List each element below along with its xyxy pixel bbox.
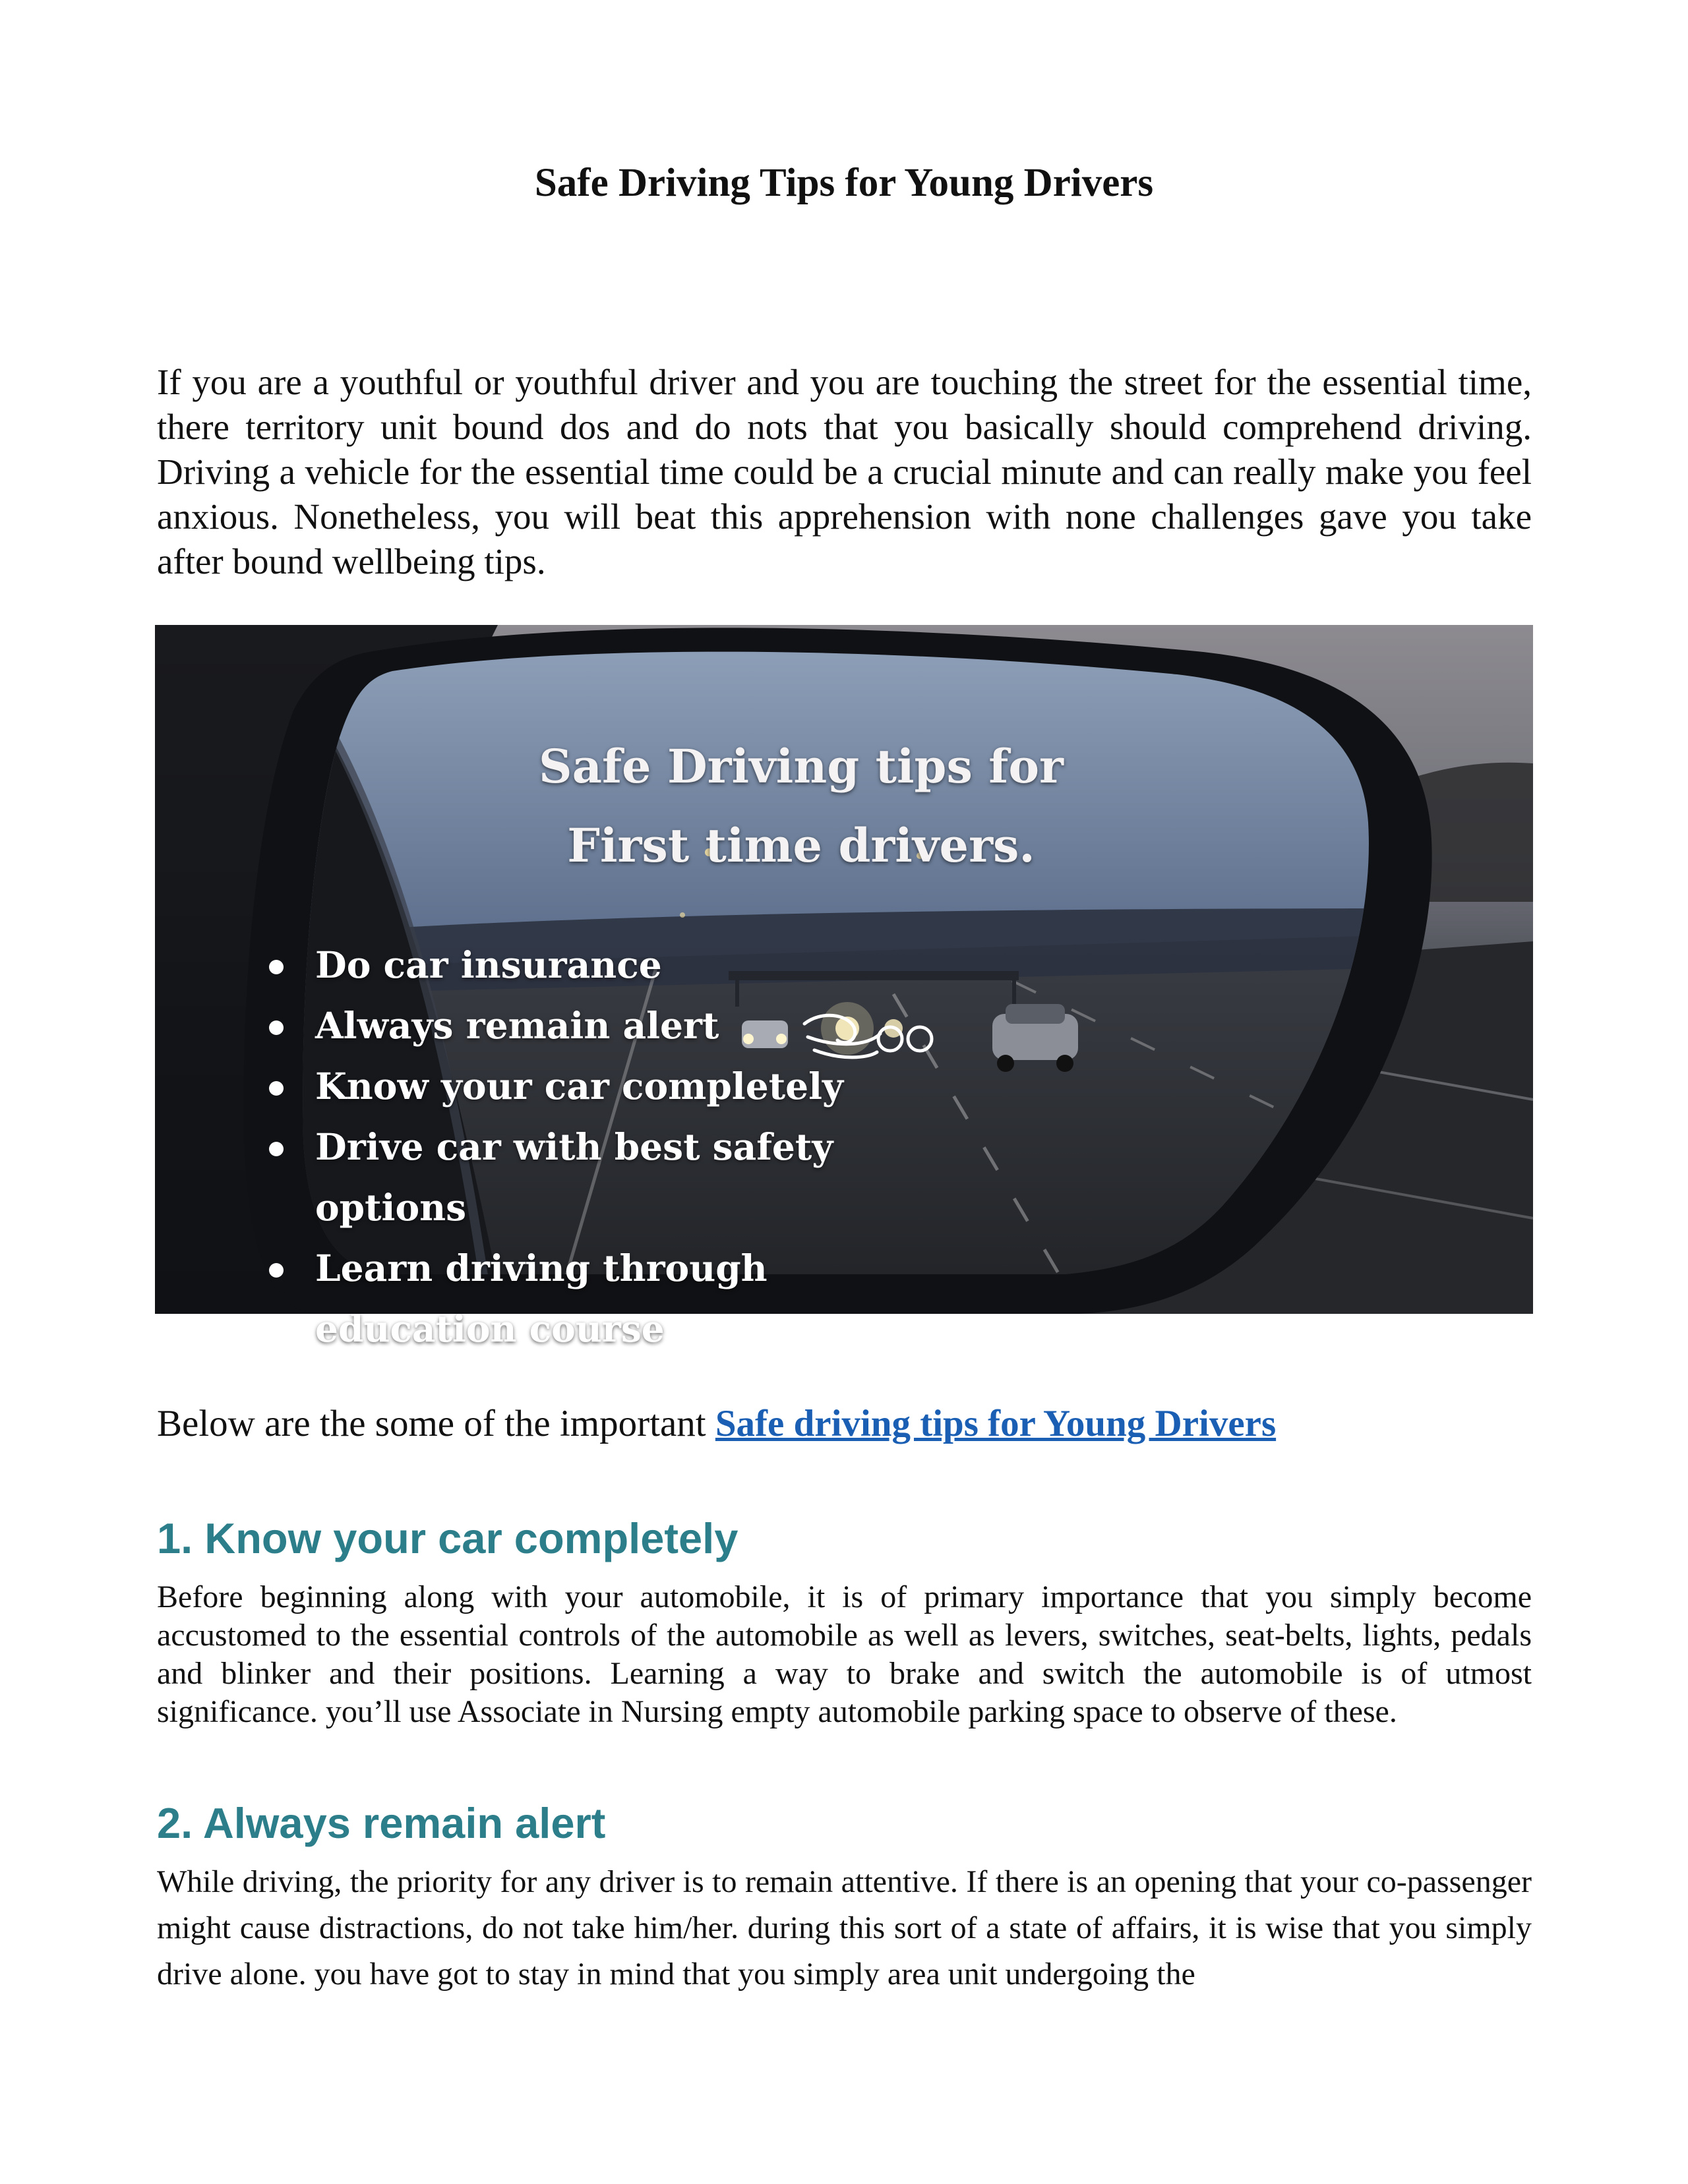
banner-tip-item: Always remain alert [264, 995, 948, 1056]
banner-title: Safe Driving tips for First time drivers. [539, 739, 1064, 873]
section-body-always-alert: While driving, the priority for any driver is to remain attentive. If there is an opening that your co-passenger might cause distractions, do not take him/her. during this sort of a state of affairs, it is wise that you simply drive alone. you have got to stay in mind that you simply area unit undergoing the [157, 1864, 1532, 1992]
banner-tip-list [264, 935, 948, 1359]
section-heading-always-alert: 2. Always remain alert [157, 1799, 606, 1847]
section-heading-know-your-car: 1. Know your car completely [157, 1514, 738, 1562]
section-body-know-your-car: Before beginning along with your automobile, it is of primary importance that you simply become accustomed to the essential controls of the automobile as well as levers, switches, seat-belts, lights, pedals and blinker and their positions. Learning a way to brake and switch the automobile is of utmost significance. you’ll use Associate in Nursing empty automobile parking space to observe of these. [157, 1579, 1532, 1729]
banner-tip-item: Know your car completely [264, 1056, 948, 1117]
below-text: Below are the some of the important [157, 1403, 715, 1444]
banner-tip-item: Do car insurance [264, 935, 948, 995]
banner-tip-item: Learn driving through education course [264, 1238, 948, 1359]
banner-tip-item: Drive car with best safety options [264, 1117, 948, 1238]
document-title: Safe Driving Tips for Young Drivers [534, 161, 1154, 205]
safe-driving-tips-link[interactable]: Safe driving tips for Young Drivers [715, 1403, 1277, 1444]
below-line [157, 1398, 1276, 1450]
intro-paragraph: If you are a youthful or youthful driver and you are touching the street for the essential time, there territory unit bound dos and do nots that you basically should comprehend driving. Driving a vehicle for the essential time could be a crucial minute and can really make you feel anxious. Nonetheless, you will beat this apprehension with none challenges gave you take after bound wellbeing tips. [157, 362, 1532, 581]
banner-image [155, 625, 1533, 1350]
